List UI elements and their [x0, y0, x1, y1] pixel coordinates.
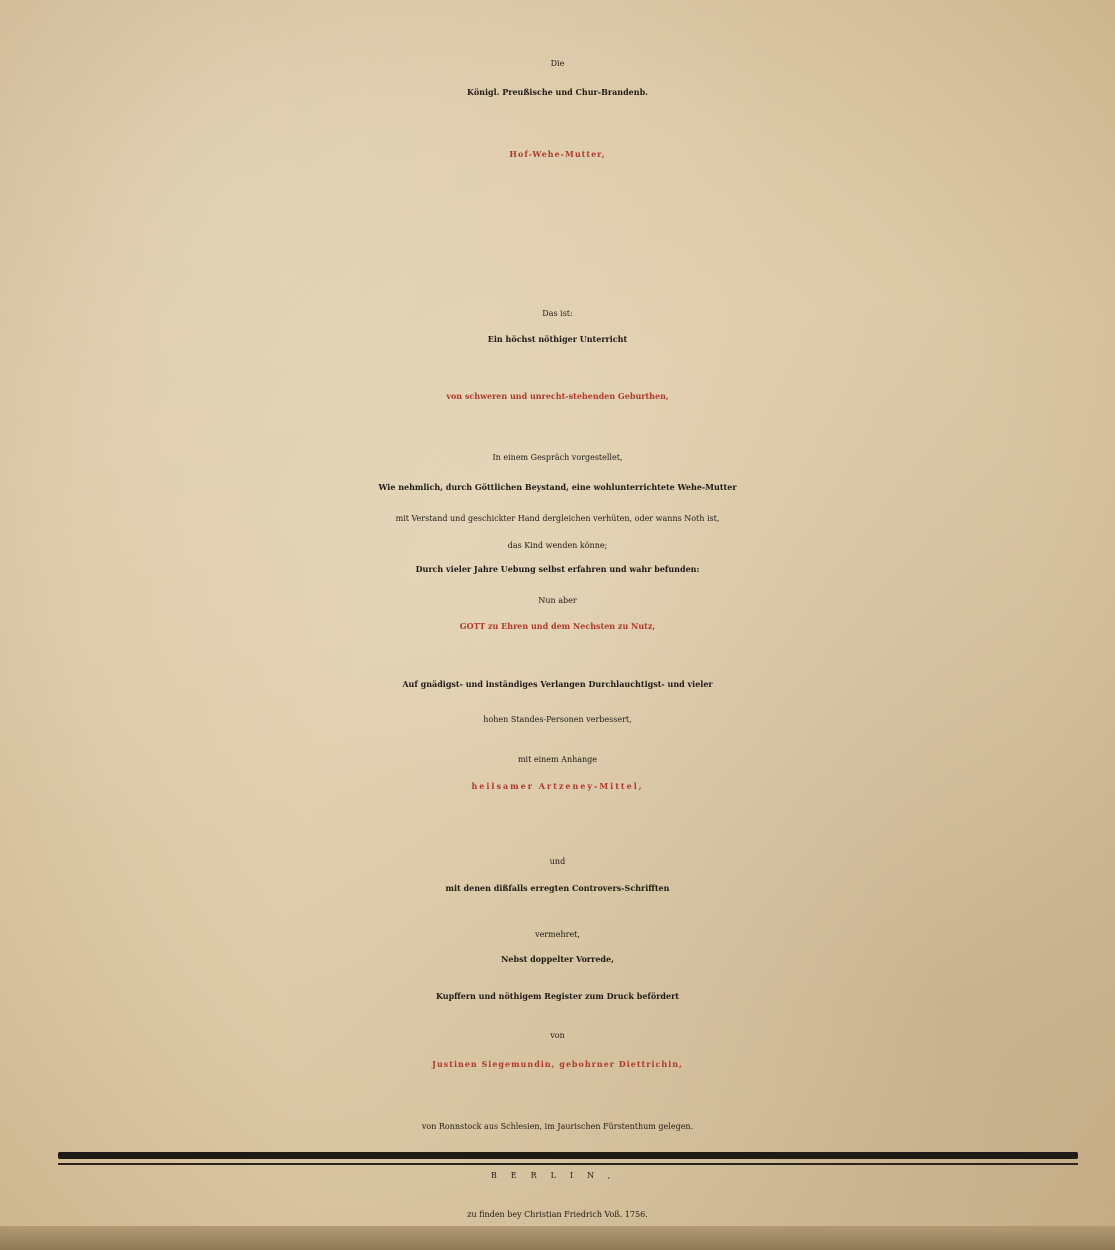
line-ronnstock: von Ronnstock aus Schlesien, im Jaurischen Fürstenthum gelegen. — [421, 1122, 694, 1131]
author-name: Justinen Siegemundin, — [432, 1059, 556, 1069]
line-unterricht: Ein höchst nöthiger Unterricht — [487, 334, 628, 344]
line-von: von — [550, 1031, 565, 1040]
author-maiden-name: Diettrichin, — [618, 1059, 683, 1069]
line-verstand: mit Verstand und geschickter Hand dergleichen verhüten, oder wanns Noth ist, — [395, 514, 720, 523]
line-nun-aber: Nun aber — [538, 596, 577, 605]
author-line — [0, 1060, 1115, 1068]
line-wie: Wie nehmlich, durch Göttlichen Beystand, eine wohlunterrichtete Wehe-Mutter — [378, 482, 737, 492]
divider-rule-thick — [58, 1152, 1078, 1159]
line-durch: Durch vieler Jahre Uebung selbst erfahren und wahr befunden: — [415, 564, 700, 574]
line-hohen: hohen Standes-Personen verbessert, — [483, 715, 632, 724]
line-nebst: Nebst doppelter Vorrede, — [501, 954, 614, 964]
line-koenigl: Königl. Preußische und Chur-Brandenb. — [467, 87, 648, 97]
line-kind: das Kind wenden könne; — [507, 541, 608, 550]
imprint-line: zu finden bey Christian Friedrich Voß. 1756. — [467, 1210, 648, 1219]
line-kupffern: Kupffern und nöthigem Register zum Druck befördert — [435, 991, 679, 1001]
line-vermehret: vermehret, — [535, 930, 580, 939]
line-heilsamer: heilsamer Artzeney-Mittel, — [471, 781, 644, 791]
author-gebohrner: gebohrner — [559, 1059, 615, 1069]
divider-rule-thin — [58, 1163, 1078, 1165]
main-title: Hof-Wehe-Mutter, — [509, 149, 606, 159]
line-auf: Auf gnädigst- und inständiges Verlangen Durchlauchtigst- und vieler — [402, 679, 713, 689]
line-gott: GOTT zu Ehren und dem Nechsten zu Nutz, — [459, 621, 656, 631]
line-gespraech: In einem Gespräch vorgestellet, — [492, 453, 623, 462]
line-controvers: mit denen dißfalls erregten Controvers-Schrifften — [445, 883, 670, 893]
page-edge — [0, 1226, 1115, 1250]
line-anhange: mit einem Anhange — [517, 755, 598, 764]
line-und: und — [549, 857, 566, 866]
line-die: Die — [550, 59, 565, 68]
line-schweren: von schweren und unrecht-stehenden Geburthen, — [446, 391, 669, 401]
imprint-clip — [0, 1205, 1115, 1226]
line-das-ist: Das ist: — [542, 309, 573, 318]
imprint-city: BERLIN, — [490, 1171, 625, 1180]
